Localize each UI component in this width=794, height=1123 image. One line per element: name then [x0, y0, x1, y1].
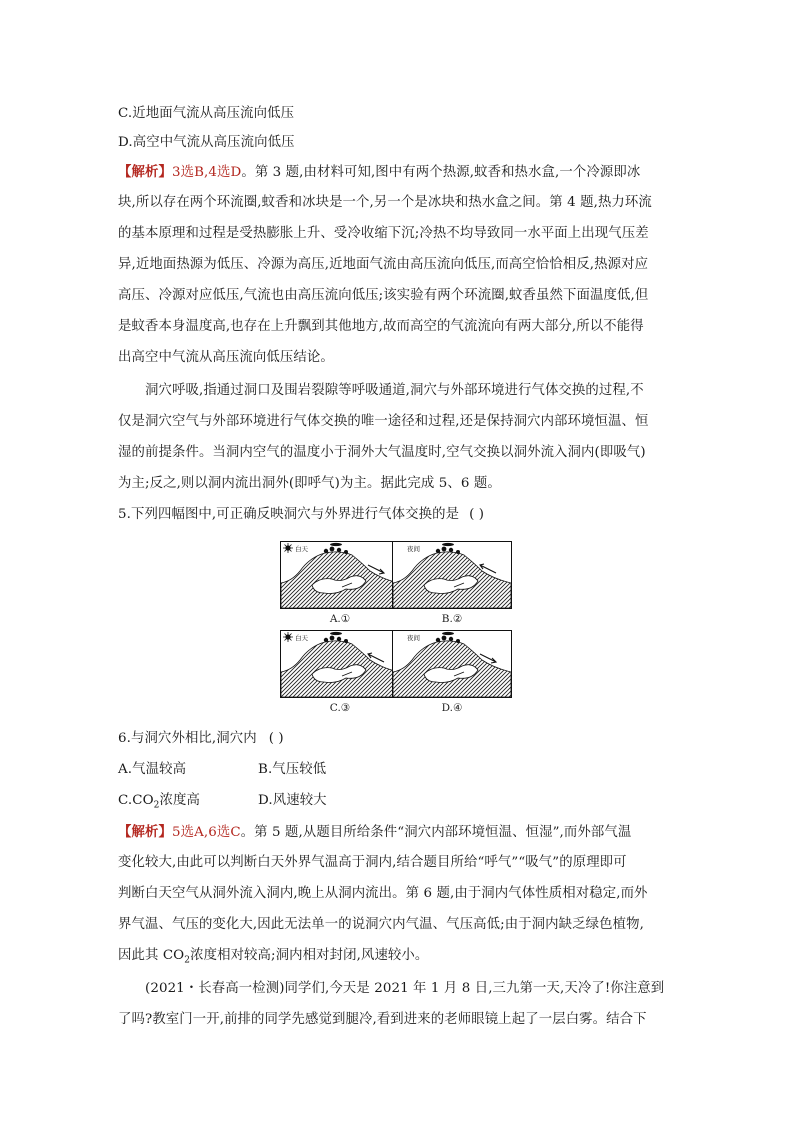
analysis2-line-2: 变化较大,由此可以判断白天外界气温高于洞内,结合题目所给“呼气”“吸气”的原理即可	[118, 855, 627, 870]
analysis1-line-1: 【解析】3选B,4选D。第 3 题,由材料可知,图中有两个热源,蚊香和热水盒,一个冷源即冰	[118, 164, 641, 180]
figure-3-label: 白天	[295, 634, 308, 642]
analysis-answer: 3选B,4选D	[171, 165, 242, 180]
q6-option-b: B.气压较低	[258, 762, 327, 777]
analysis-tag: 【解析】	[118, 164, 172, 180]
material-line-3: 湿的前提条件。当洞内空气的温度小于洞外大气温度时,空气交换以洞外流入洞内(即吸气)	[118, 445, 646, 460]
answer-paren: ( )	[469, 507, 485, 522]
q4-option-d: D.高空中气流从高压流向低压	[118, 135, 295, 150]
cave-diagram-day	[280, 541, 400, 609]
q4-option-c: C.近地面气流从高压流向低压	[118, 106, 295, 121]
material-line-1: 洞穴呼吸,指通过洞口及围岩裂隙等呼吸通道,洞穴与外部环境进行气体交换的过程,不	[145, 383, 644, 398]
figure-2-caption: B.②	[441, 613, 463, 625]
material-line-2: 仅是洞穴空气与外部环境进行气体交换的唯一途径和过程,还是保持洞穴内部环境恒温、恒	[118, 414, 649, 429]
figure-2-label: 夜间	[407, 545, 420, 553]
analysis2-line-3: 判断白天空气从洞外流入洞内,晚上从洞内流出。第 6 题,由于洞内气体性质相对稳定,而外	[118, 886, 648, 901]
figure-1-caption: A.①	[329, 613, 351, 625]
figure-1	[280, 541, 400, 609]
answer-paren: ( )	[268, 731, 284, 746]
q6-options-cd	[118, 791, 678, 816]
analysis1-line-6: 是蚊香本身温度高,也存在上升飘到其他地方,故而高空的气流流向有两大部分,所以不能得	[118, 319, 644, 334]
analysis1-line-5: 高压、冷源对应低压,气流也由高压流向低压;该实验有两个环流圈,蚊香虽然下面温度低,但	[118, 288, 649, 303]
next-material-line-1: (2021・长春高一检测)同学们,今天是 2021 年 1 月 8 日,三九第一天,天冷了!你注意到	[145, 981, 665, 996]
analysis1-line-2: 块,所以存在两个环流圈,蚊香和冰块是一个,另一个是冰块和热水盒之间。第 4 题,热力环流	[118, 195, 652, 210]
analysis2-line-5: 因此其 $CO_2$浓度相对较高;洞内相对封闭,风速较小。	[118, 948, 429, 966]
analysis1-line-3: 的基本原理和过程是受热膨胀上升、受冷收缩下沉;冷热不均导致同一水平面上出现气压差	[118, 226, 649, 241]
q6-option-c: $C.CO_2$浓度高	[118, 793, 200, 811]
analysis2-line-4: 界气温、气压的变化大,因此无法单一的说洞穴内气温、气压高低;由于洞内缺乏绿色植物,	[118, 917, 644, 932]
q6-option-d: D.风速较大	[258, 793, 327, 808]
cave-diagram-night	[392, 541, 512, 609]
figure-1-label: 白天	[295, 545, 308, 553]
cave-diagram-night	[392, 630, 512, 698]
q6-options-ab	[118, 760, 678, 780]
cave-diagram-day	[280, 630, 400, 698]
figure-4	[392, 630, 512, 698]
analysis-tag: 【解析】	[118, 824, 172, 840]
analysis1-line-7: 出高空中气流从高压流向低压结论。	[118, 350, 334, 365]
analysis1-line-4: 异,近地面热源为低压、冷源为高压,近地面气流由高压流向低压,而高空恰恰相反,热源对应	[118, 257, 649, 272]
q5-stem: 5.下列四幅图中,可正确反映洞穴与外界进行气体交换的是 ( )	[118, 507, 485, 522]
figure-4-caption: D.④	[441, 702, 463, 714]
figure-3	[280, 630, 400, 698]
figure-3-caption: C.③	[329, 702, 351, 714]
next-material-line-2: 了吗?教室门一开,前排的同学先感觉到腿冷,看到进来的老师眼镜上起了一层白雾。结合下	[118, 1012, 647, 1027]
q6-stem: 6.与洞穴外相比,洞穴内 ( )	[118, 731, 284, 746]
analysis2-line-1: 【解析】5选A,6选C。第 5 题,从题目所给条件“洞穴内部环境恒温、恒湿”,而外部气温	[118, 824, 632, 840]
figure-4-label: 夜间	[407, 634, 420, 642]
material-line-4: 为主;反之,则以洞内流出洞外(即呼气)为主。据此完成 5、6 题。	[118, 476, 501, 491]
figure-2	[392, 541, 512, 609]
q6-option-a: A.气温较高	[118, 762, 187, 777]
analysis-answer: 5选A,6选C	[171, 825, 241, 840]
